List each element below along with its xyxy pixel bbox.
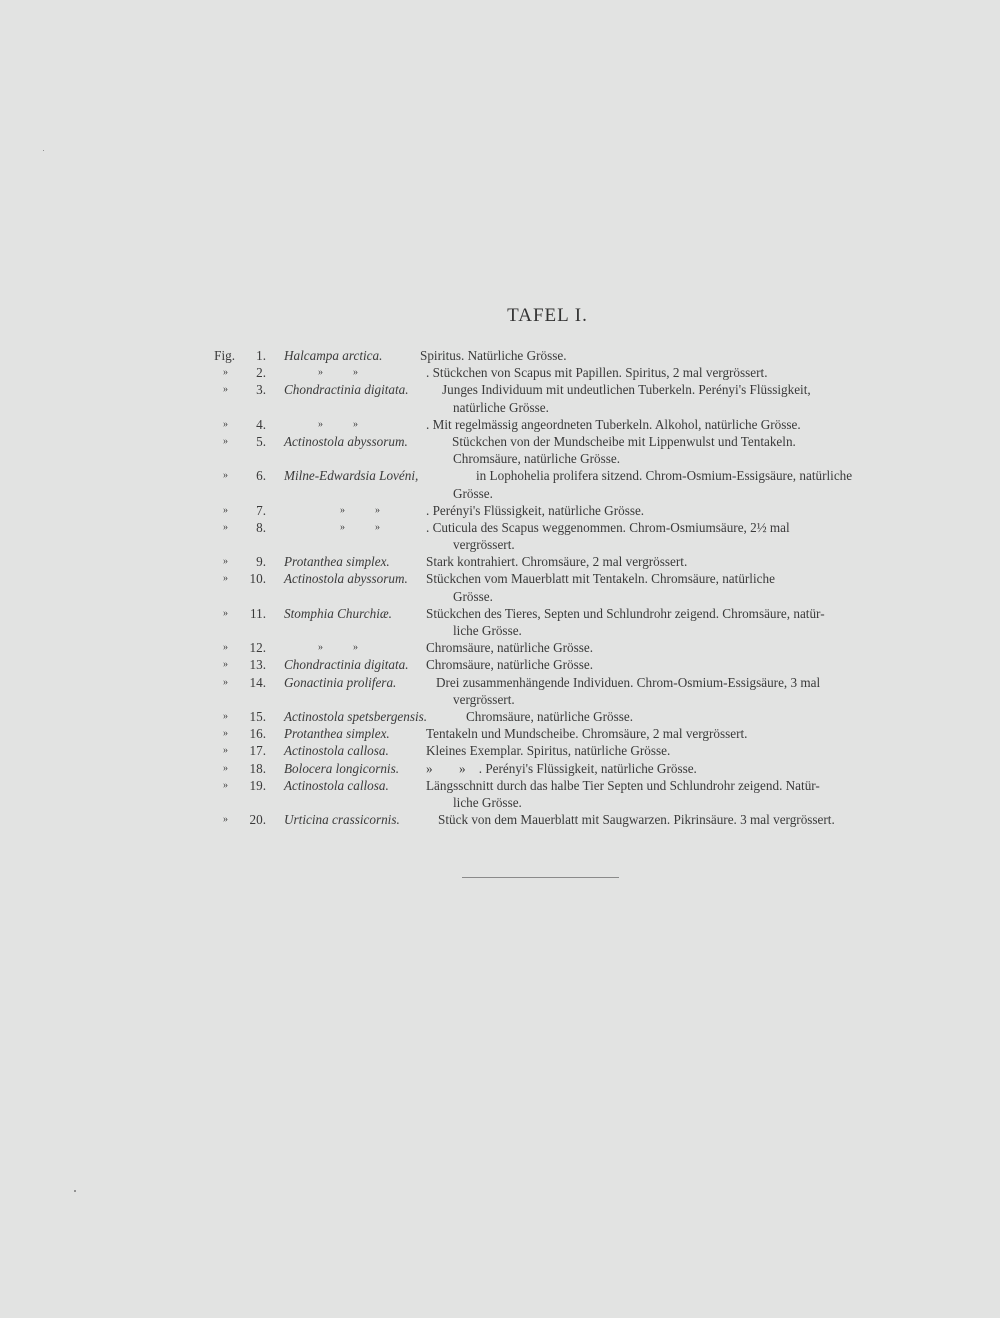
figure-number: 5. <box>256 433 266 449</box>
entry-prefix: » <box>223 521 228 533</box>
caption-entry <box>0 639 1000 656</box>
figure-description-continued: Grösse. <box>453 588 493 604</box>
caption-entry <box>0 467 1000 484</box>
caption-entry <box>0 347 1000 364</box>
entry-prefix: » <box>223 573 228 585</box>
figure-description: Chromsäure, natürliche Grösse. <box>426 640 593 656</box>
horizontal-divider <box>462 877 619 878</box>
entry-prefix: » <box>223 556 228 568</box>
figure-description-continued: Grösse. <box>453 485 493 501</box>
species-name: Actinostola abyssorum. <box>284 571 408 587</box>
species-name: Gonactinia prolifera. <box>284 674 397 690</box>
figure-number: 4. <box>256 416 266 432</box>
entry-prefix: » <box>223 504 228 516</box>
species-name: Bolocera longicornis. <box>284 760 400 776</box>
species-name: » » <box>318 367 358 379</box>
entry-prefix: » <box>223 728 228 740</box>
entry-prefix: » <box>223 814 228 826</box>
entry-prefix: » <box>223 642 228 654</box>
figure-number: 9. <box>256 554 266 570</box>
entry-prefix: » <box>223 607 228 619</box>
species-name: » » <box>318 418 358 430</box>
entry-prefix: » <box>223 367 228 379</box>
caption-entry <box>0 811 1000 828</box>
caption-entry <box>0 364 1000 381</box>
entry-prefix: » <box>223 762 228 774</box>
entry-prefix: » <box>223 710 228 722</box>
figure-number: 16. <box>249 726 266 742</box>
entry-prefix: » <box>223 418 228 430</box>
figure-number: 17. <box>249 743 266 759</box>
caption-entry <box>0 433 1000 450</box>
paper-speck <box>74 1190 76 1192</box>
species-name: Protanthea simplex. <box>284 554 390 570</box>
caption-entry <box>0 553 1000 570</box>
figure-number: 20. <box>249 812 266 828</box>
caption-entry <box>0 725 1000 742</box>
entry-prefix: » <box>223 435 228 447</box>
figure-description: Drei zusammenhängende Individuen. Chrom-Osmium-Essigsäure, 3 mal <box>436 674 821 690</box>
entry-prefix: » <box>223 745 228 757</box>
entry-prefix: » <box>223 659 228 671</box>
species-name: Milne-Edwardsia Lovéni, <box>284 468 419 484</box>
figure-number: 8. <box>256 519 266 535</box>
figure-number: 12. <box>249 640 266 656</box>
figure-description: Tentakeln und Mundscheibe. Chromsäure, 2 mal vergrössert. <box>426 726 748 742</box>
figure-description: Chromsäure, natürliche Grösse. <box>466 708 633 724</box>
figure-number: 1. <box>256 348 266 363</box>
plate-title: TAFEL I. <box>507 305 588 326</box>
figure-description: . Stückchen von Scapus mit Papillen. Spiritus, 2 mal vergrössert. <box>426 365 768 381</box>
figure-description: » » . Perényi's Flüssigkeit, natürliche Grösse. <box>426 760 697 776</box>
caption-entry <box>0 570 1000 587</box>
figure-description: Chromsäure, natürliche Grösse. <box>426 657 593 673</box>
species-name: » » <box>340 521 380 533</box>
caption-entry-continuation <box>0 588 1000 605</box>
caption-entry-continuation <box>0 536 1000 553</box>
species-name: Stomphia Churchiæ. <box>284 605 392 621</box>
figure-description: in Lophohelia prolifera sitzend. Chrom-Osmium-Essigsäure, natürliche <box>476 468 853 484</box>
figure-caption-list <box>0 347 1000 828</box>
figure-description: Längsschnitt durch das halbe Tier Septen und Schlundrohr zeigend. Natür- <box>426 777 820 793</box>
caption-entry <box>0 742 1000 759</box>
entry-prefix: » <box>223 779 228 791</box>
species-name: » » <box>340 504 380 516</box>
figure-description-continued: natürliche Grösse. <box>453 399 549 415</box>
figure-description: Junges Individuum mit undeutlichen Tuberkeln. Perényi's Flüssigkeit, <box>442 382 811 398</box>
caption-entry <box>0 674 1000 691</box>
species-name: » » <box>318 642 358 654</box>
figure-description: . Cuticula des Scapus weggenommen. Chrom-Osmiumsäure, 2½ mal <box>426 519 790 535</box>
entry-prefix: Fig. <box>214 348 235 363</box>
caption-entry-continuation <box>0 485 1000 502</box>
species-name: Actinostola callosa. <box>284 743 389 759</box>
caption-entry <box>0 760 1000 777</box>
figure-number: 3. <box>256 382 266 398</box>
caption-entry-continuation <box>0 450 1000 467</box>
species-name: Urticina crassicornis. <box>284 812 400 828</box>
paper-speck <box>43 150 44 151</box>
figure-description: . Perényi's Flüssigkeit, natürliche Grösse. <box>426 502 645 518</box>
figure-description-continued: vergrössert. <box>453 537 515 553</box>
figure-number: 2. <box>256 365 266 381</box>
caption-entry <box>0 605 1000 622</box>
figure-description-continued: vergrössert. <box>453 691 515 707</box>
figure-description: Stückchen vom Mauerblatt mit Tentakeln. Chromsäure, natürliche <box>426 571 775 587</box>
figure-number: 19. <box>249 777 266 793</box>
figure-description: Stark kontrahiert. Chromsäure, 2 mal vergrössert. <box>426 554 688 570</box>
figure-description: Kleines Exemplar. Spiritus, natürliche Grösse. <box>426 743 671 759</box>
caption-entry-continuation <box>0 399 1000 416</box>
figure-description: Spiritus. Natürliche Grösse. <box>420 348 567 363</box>
figure-number: 14. <box>249 674 266 690</box>
caption-entry-continuation <box>0 691 1000 708</box>
figure-description: Stück von dem Mauerblatt mit Saugwarzen. Pikrinsäure. 3 mal vergrössert. <box>438 812 835 828</box>
figure-number: 18. <box>249 760 266 776</box>
figure-number: 15. <box>249 708 266 724</box>
caption-entry <box>0 708 1000 725</box>
figure-description: . Mit regelmässig angeordneten Tuberkeln. Alkohol, natürliche Grösse. <box>426 416 801 432</box>
figure-description-continued: liche Grösse. <box>453 623 522 638</box>
figure-number: 10. <box>249 571 266 587</box>
figure-number: 13. <box>249 657 266 673</box>
entry-prefix: » <box>223 384 228 396</box>
species-name: Actinostola callosa. <box>284 777 389 793</box>
figure-description: Stückchen des Tieres, Septen und Schlundrohr zeigend. Chromsäure, natür- <box>426 605 825 621</box>
figure-number: 6. <box>256 468 266 484</box>
caption-entry <box>0 416 1000 433</box>
species-name: Protanthea simplex. <box>284 726 390 742</box>
figure-description-continued: Chromsäure, natürliche Grösse. <box>453 451 620 467</box>
figure-description: Stückchen von der Mundscheibe mit Lippenwulst und Tentakeln. <box>452 433 796 449</box>
caption-entry <box>0 656 1000 673</box>
entry-prefix: » <box>223 470 228 482</box>
figure-number: 11. <box>250 605 266 621</box>
figure-description-continued: liche Grösse. <box>453 794 522 810</box>
entry-prefix: » <box>223 676 228 688</box>
species-name: Chondractinia digitata. <box>284 657 409 673</box>
caption-entry <box>0 502 1000 519</box>
caption-entry <box>0 777 1000 794</box>
species-name: Halcampa arctica. <box>284 348 383 363</box>
species-name: Chondractinia digitata. <box>284 382 409 398</box>
species-name: Actinostola spetsbergensis. <box>284 708 428 724</box>
caption-entry <box>0 381 1000 398</box>
caption-entry <box>0 519 1000 536</box>
caption-entry-continuation <box>0 794 1000 811</box>
figure-number: 7. <box>256 502 266 518</box>
species-name: Actinostola abyssorum. <box>284 433 408 449</box>
caption-entry-continuation <box>0 622 1000 639</box>
